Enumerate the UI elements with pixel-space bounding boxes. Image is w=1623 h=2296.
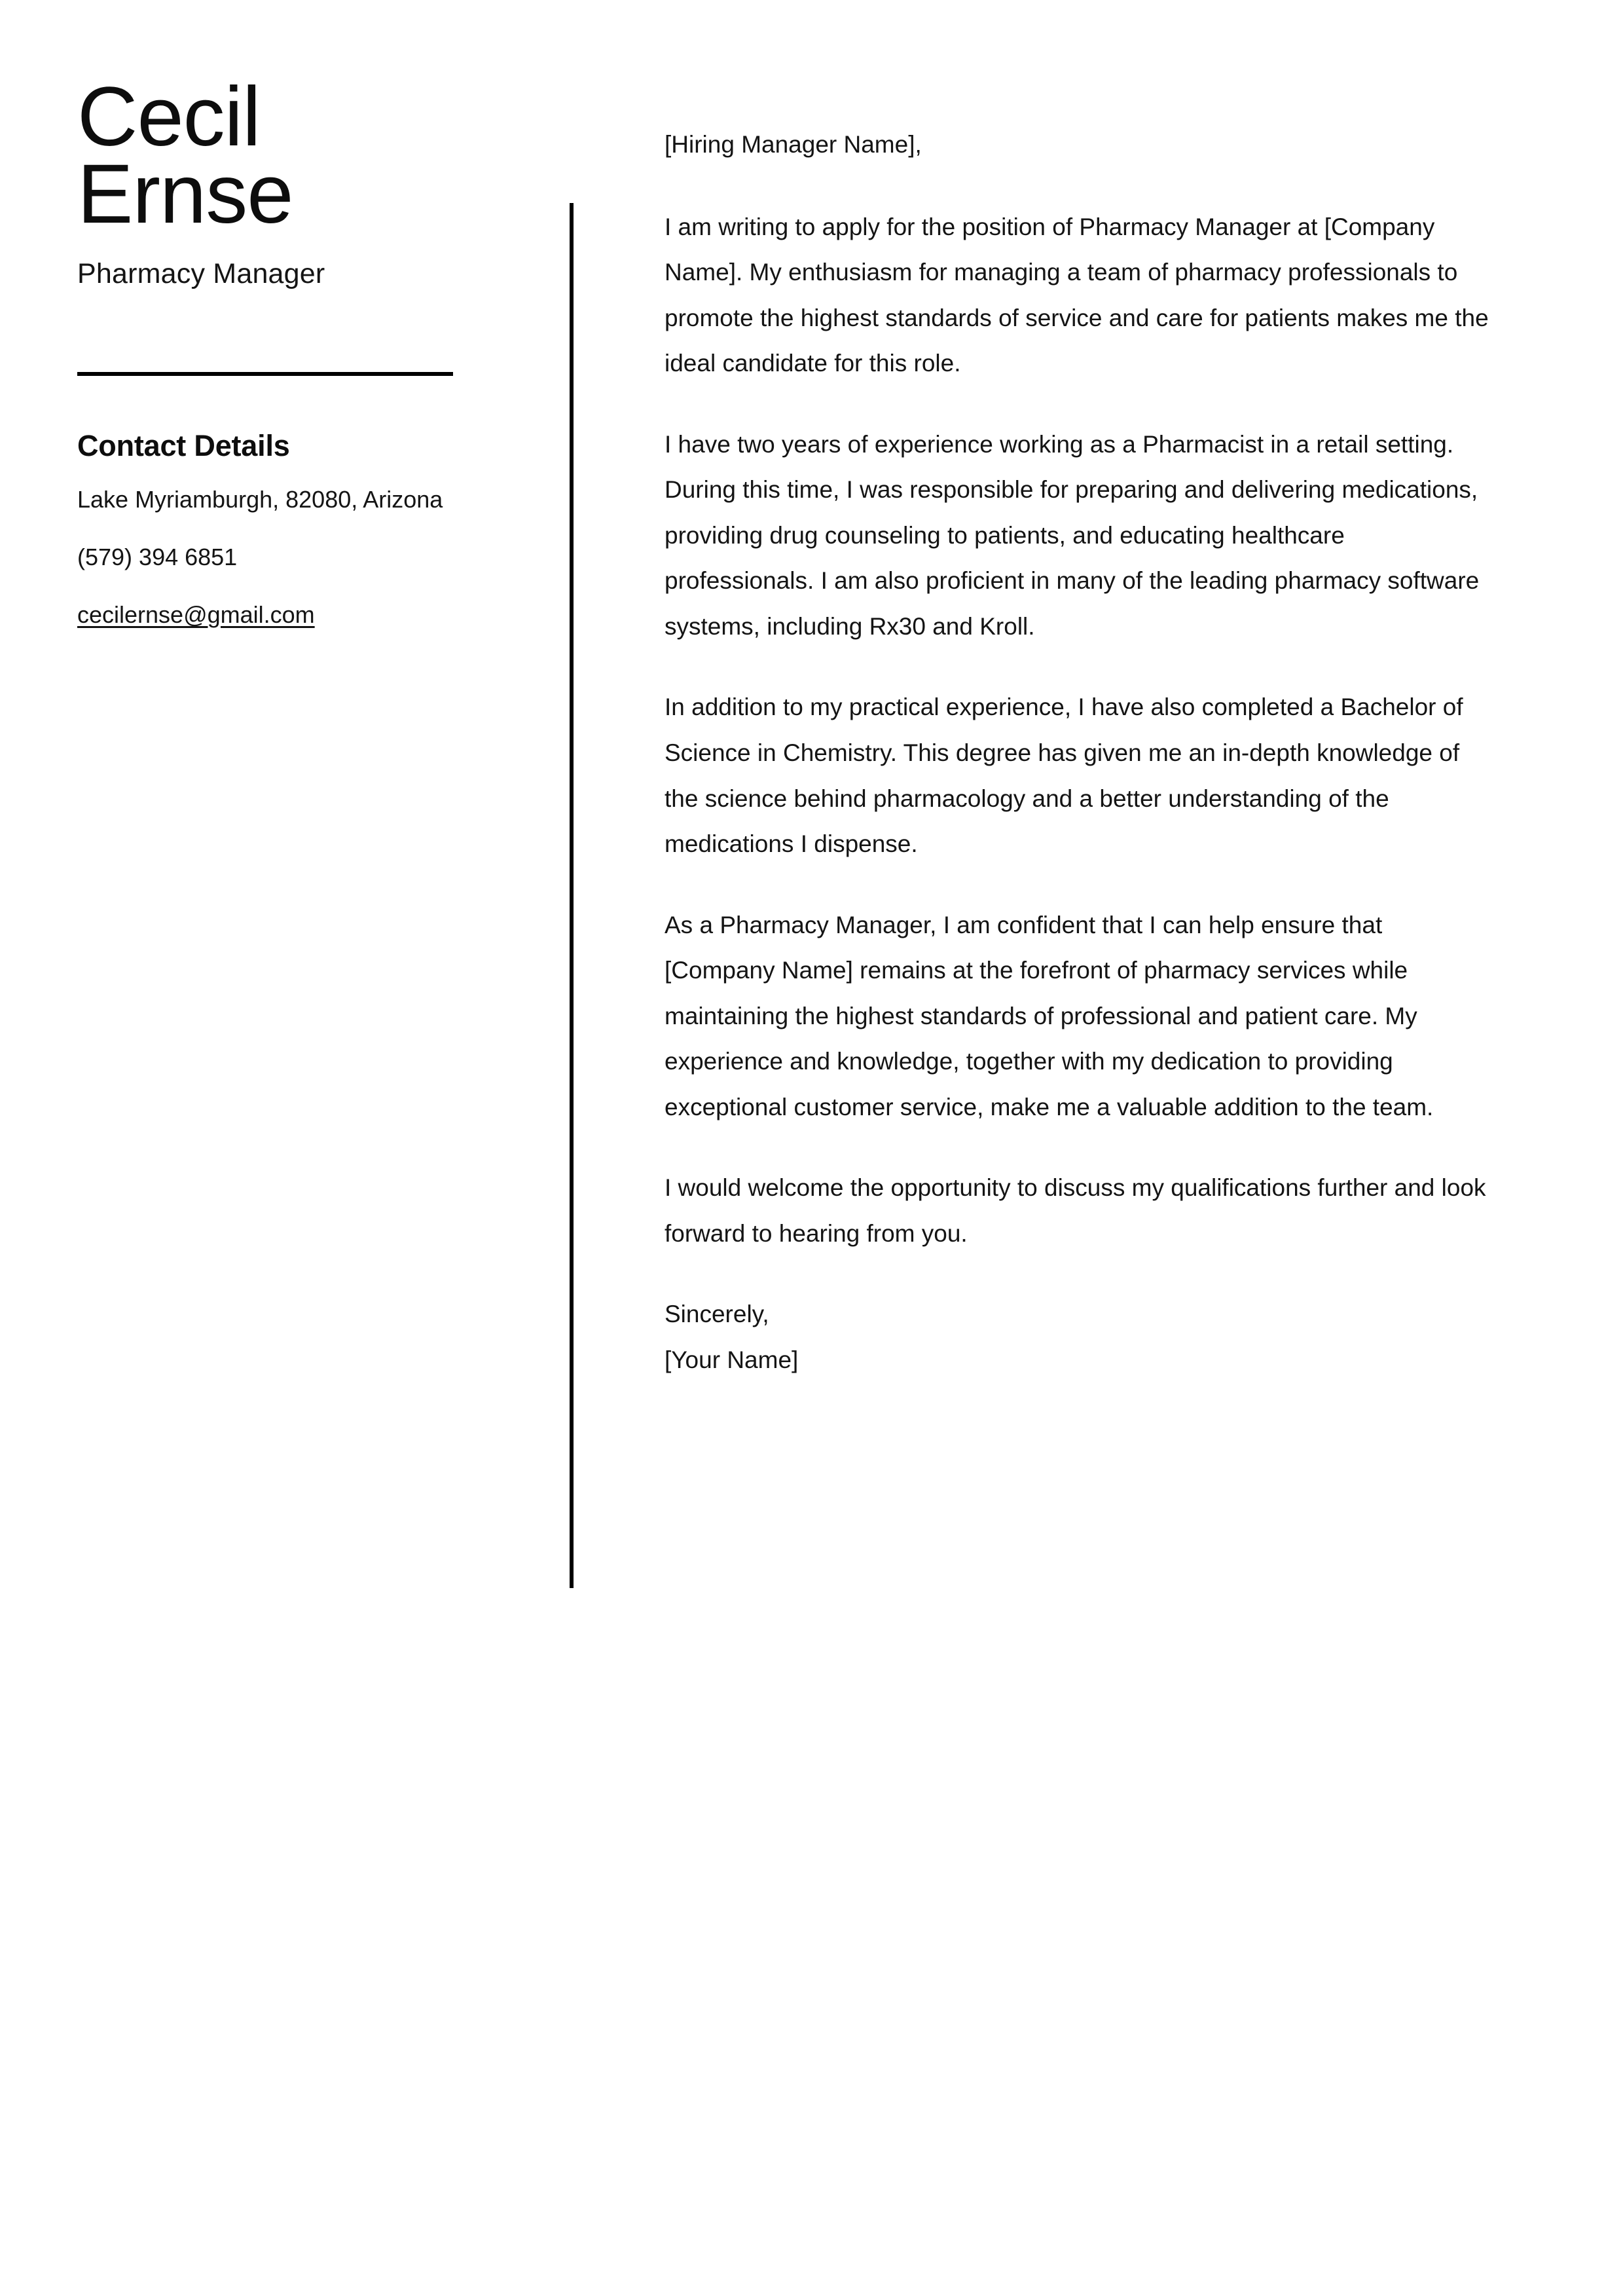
letter-signature-name: [Your Name] (665, 1346, 799, 1374)
column-divider (570, 203, 574, 1588)
candidate-name (77, 70, 470, 241)
letter-paragraph: I have two years of experience working as a Pharmacist in a retail setting. During this time, I was responsible for preparing and delivering medications, providing drug counseling to patients, and educating healthcare professionals. I am also proficient in many of the leading pharmacy software systems, including Rx30 and Kroll. (665, 430, 1480, 640)
contact-details-heading: Contact Details (77, 429, 290, 462)
letter-paragraph: In addition to my practical experience, I have also completed a Bachelor of Science in Chemistry. This degree has given me an in-depth knowledge of the science behind pharmacology and a better understanding of the medications I dispense. (665, 694, 1463, 858)
letter-signoff (665, 1291, 1495, 1382)
sidebar-divider-rule (77, 372, 453, 376)
letter-paragraph: I would welcome the opportunity to discuss my qualifications further and look forward to hearing from you. (665, 1174, 1486, 1247)
candidate-job-title: Pharmacy Manager (77, 257, 325, 289)
contact-phone: (579) 394 6851 (77, 544, 238, 570)
letter-salutation: [Hiring Manager Name], (665, 131, 922, 158)
letter-body (665, 122, 1495, 1383)
contact-address: Lake Myriamburgh, 82080, Arizona (77, 486, 443, 513)
letter-closing: Sincerely, (665, 1301, 769, 1328)
candidate-last-name: Ernse (77, 147, 293, 241)
letter-paragraph: As a Pharmacy Manager, I am confident that I can help ensure that [Company Name] remains at the forefront of pharmacy services while maintaining the highest standards of professional and patient care. My experience and knowledge, together with my dedication to providing exceptional customer service, make me a valuable addition to the team. (665, 911, 1434, 1120)
letter-paragraph: I am writing to apply for the position of Pharmacy Manager at [Company Name]. My enthusiasm for managing a team of pharmacy professionals to promote the highest standards of service and care for patients makes me the ideal candidate for this role. (665, 213, 1489, 377)
sidebar (77, 70, 470, 628)
contact-details-list (77, 482, 444, 633)
contact-email-item (77, 597, 444, 633)
candidate-first-name: Cecil (77, 70, 261, 164)
contact-email-link[interactable]: cecilernse@gmail.com (77, 601, 315, 628)
